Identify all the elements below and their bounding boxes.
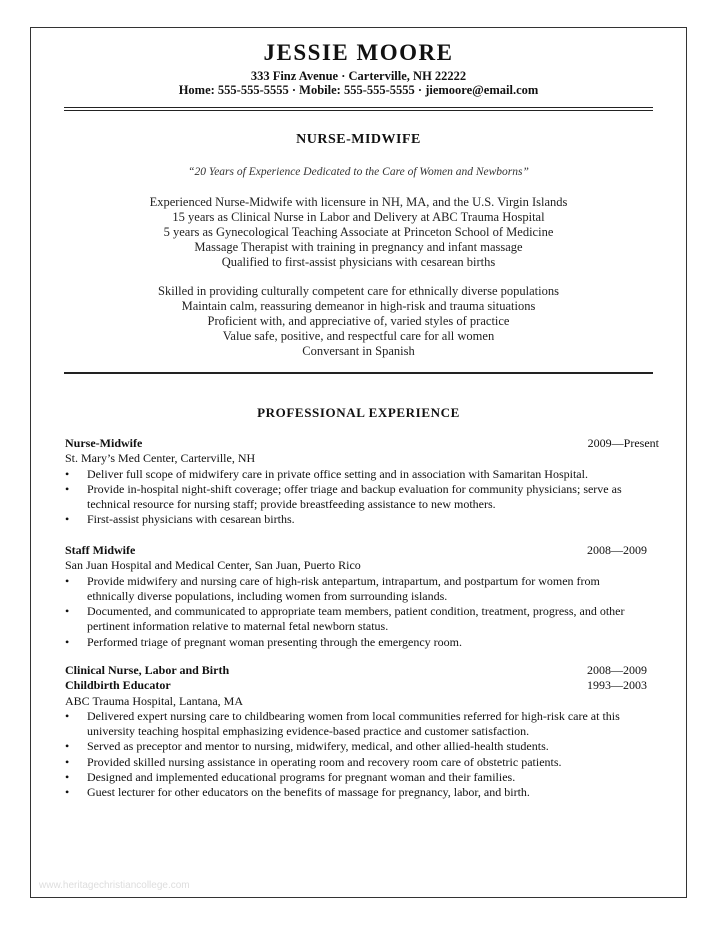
address-line: 333 Finz Avenue · Carterville, NH 22222 bbox=[250, 69, 467, 83]
bullet: • bbox=[65, 770, 70, 785]
summary-line: 15 years as Clinical Nurse in Labor and Delivery at ABC Trauma Hospital bbox=[172, 210, 545, 224]
job-bullets bbox=[65, 574, 647, 650]
bullet: • bbox=[65, 604, 70, 619]
job-title: Nurse-Midwife bbox=[65, 436, 143, 450]
bullet: • bbox=[65, 785, 70, 800]
list-item: • First-assist physicians with cesarean births. bbox=[65, 512, 295, 527]
summary-line: 5 years as Gynecological Teaching Associate at Princeton School of Medicine bbox=[163, 225, 554, 239]
summary-line: Qualified to first-assist physicians with cesarean births bbox=[221, 255, 496, 269]
job-header bbox=[65, 663, 647, 678]
header-divider bbox=[64, 107, 653, 111]
candidate-name: JESSIE MOORE bbox=[263, 40, 454, 65]
bullet: • bbox=[65, 708, 70, 723]
job-dates: 2008—2009 bbox=[587, 663, 647, 677]
list-item: • Guest lecturer for other educators on the benefits of massage for pregnancy, labor, and birth. bbox=[65, 785, 530, 800]
list-item: • Designed and implemented educational programs for pregnant woman and their families. bbox=[65, 770, 516, 785]
job-organization: ABC Trauma Hospital, Lantana, MA bbox=[65, 693, 243, 708]
list-item: • Performed triage of pregnant woman presenting through the emergency room. bbox=[65, 634, 462, 649]
bullet: • bbox=[65, 754, 70, 769]
profile-title: NURSE-MIDWIFE bbox=[296, 132, 421, 147]
job-title: Clinical Nurse, Labor and Birth bbox=[65, 663, 230, 677]
bullet: • bbox=[65, 512, 70, 527]
summary-line: Massage Therapist with training in pregnancy and infant massage bbox=[194, 240, 523, 254]
job-title: Staff Midwife bbox=[65, 543, 136, 557]
summary-line: Conversant in Spanish bbox=[302, 344, 415, 358]
job-header bbox=[65, 436, 659, 451]
list-item: • Delivered expert nursing care to childbearing women from local communities referred for high-risk care at this university teaching hospital emphasizing evidence-based practice and customer satisfaction. bbox=[65, 708, 620, 739]
summary-line: Value safe, positive, and respectful care for all women bbox=[222, 329, 495, 343]
list-item: • Provide in-hospital night-shift coverage; offer triage and backup evaluation for community physicians; serve as technical resource for nursing staff; provide breastfeeding assistance to new mothers. bbox=[65, 481, 622, 512]
summary-line: Maintain calm, reassuring demeanor in high-risk and trauma situations bbox=[181, 299, 536, 313]
summary-line: Proficient with, and appreciative of, varied styles of practice bbox=[207, 314, 510, 328]
summary-block-1 bbox=[31, 195, 686, 270]
list-item: • Provided skilled nursing assistance in operating room and recovery room care of obstetric patients. bbox=[65, 754, 562, 769]
job-organization: San Juan Hospital and Medical Center, San Juan, Puerto Rico bbox=[65, 558, 361, 573]
job-dates: 2009—Present bbox=[587, 436, 659, 450]
job-entry-clinical-nurse bbox=[65, 663, 647, 801]
summary-line: Skilled in providing culturally competent care for ethnically diverse populations bbox=[158, 284, 559, 298]
list-item: • Provide midwifery and nursing care of high-risk antepartum, intrapartum, and postpartum for women from ethnically diverse populations, including women from surrounding islands. bbox=[65, 573, 600, 603]
bullet: • bbox=[65, 481, 70, 496]
bullet: • bbox=[65, 634, 70, 649]
list-item: • Served as preceptor and mentor to nursing, midwifery, medical, and other allied-health students. bbox=[65, 739, 549, 754]
bullet: • bbox=[65, 573, 70, 588]
job-organization: St. Mary’s Med Center, Carterville, NH bbox=[65, 451, 256, 466]
summary-block-2 bbox=[31, 284, 686, 359]
profile-tagline: “20 Years of Experience Dedicated to the Care of Women and Newborns” bbox=[188, 166, 529, 178]
list-item: • Documented, and communicated to appropriate team members, patient condition, treatment, progress, and other pertinent information relative to maternal fetal newborn status. bbox=[65, 604, 625, 634]
job-header bbox=[65, 543, 647, 558]
section-divider bbox=[64, 372, 653, 374]
job-entry-staff-midwife bbox=[65, 543, 647, 650]
job-header-secondary bbox=[65, 678, 647, 693]
bullet: • bbox=[65, 466, 70, 481]
job-title-secondary: Childbirth Educator bbox=[65, 678, 171, 693]
job-dates: 2008—2009 bbox=[587, 543, 647, 557]
job-dates-secondary: 1993—2003 bbox=[587, 678, 647, 693]
watermark: www.heritagechristiancollege.com bbox=[39, 880, 190, 891]
list-item: • Deliver full scope of midwifery care in private office setting and in association with Samaritan Hospital. bbox=[65, 466, 588, 481]
job-bullets bbox=[65, 709, 647, 801]
bullet: • bbox=[65, 739, 70, 754]
job-bullets bbox=[65, 467, 647, 528]
summary-line: Experienced Nurse-Midwife with licensure in NH, MA, and the U.S. Virgin Islands bbox=[149, 195, 568, 209]
contact-line: Home: 555-555-5555 · Mobile: 555-555-5555 · jiemoore@email.com bbox=[178, 83, 539, 97]
experience-heading: PROFESSIONAL EXPERIENCE bbox=[257, 405, 460, 420]
resume-page bbox=[30, 27, 687, 898]
job-entry-nurse-midwife bbox=[65, 436, 659, 528]
